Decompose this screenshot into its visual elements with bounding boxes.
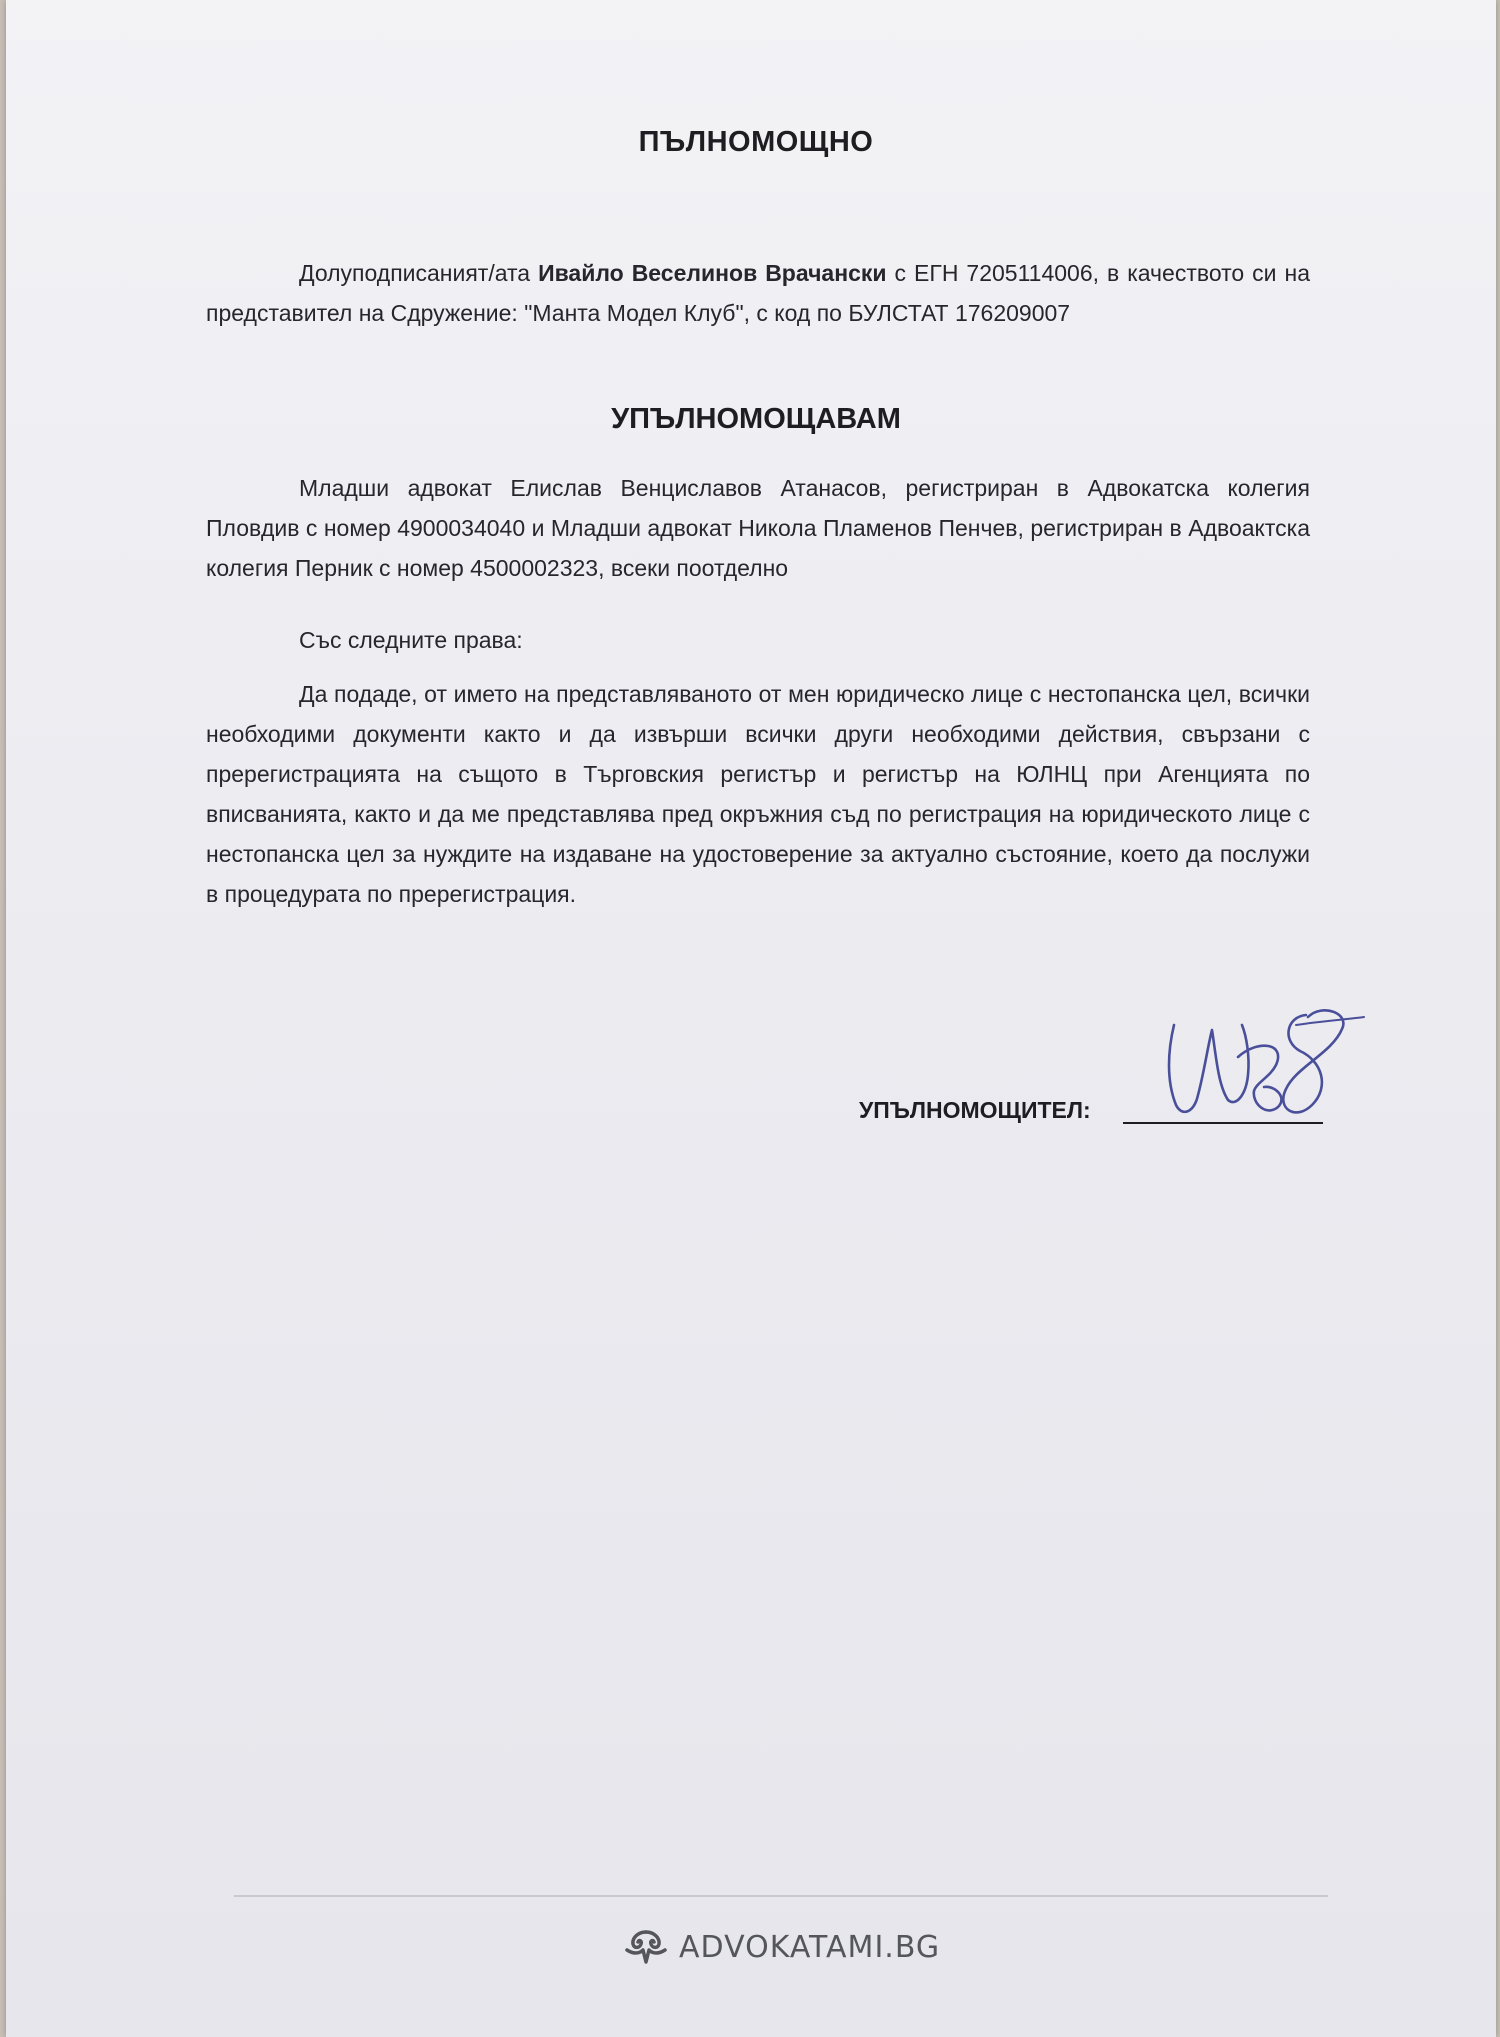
attorneys-paragraph: Младши адвокат Елислав Венциславов Атанасов, регистриран в Адвокатска колегия Пловдив с номер 4900034040 и Младши адвокат Никола Пламенов Пенчев, регистриран в Адвоактска колегия Перник с номер 4500002323, всеки поотделно — [206, 475, 1310, 581]
rights-paragraph: Да подаде, от името на представляваното от мен юридическо лице с нестопанска цел, всички необходими документи както и да извърши всички други необходими действия, свързани с пререгистрацията на същото в Търговския регистър и регистър на ЮЛНЦ при Агенцията по вписванията, както и да ме представлява пред окръжния съд по регистрация на юридическото лице с нестопанска цел за нуждите на издаване на удостоверение за актуално състояние, което да послужи в процедурата по пререгистрация. — [206, 681, 1310, 907]
handwritten-signature — [1146, 995, 1366, 1135]
advokatami-logo-icon — [621, 1924, 671, 1970]
principal-name: Ивайло Веселинов Врачански — [538, 260, 887, 286]
intro-prefix: Долуподписаният/ата — [299, 260, 539, 286]
rights-intro: Със следните права: — [299, 627, 523, 653]
intro-paragraph — [206, 253, 1310, 333]
intro-suffix: с ЕГН 7205114006, в качеството си на представител на Сдружение: "Манта Модел Клуб", с код по БУЛСТАТ 176209007 — [206, 260, 1310, 326]
authorize-heading: УПЪЛНОМОЩАВАМ — [611, 403, 901, 435]
document-page — [6, 0, 1496, 2037]
document-title: ПЪЛНОМОЩНО — [638, 126, 874, 158]
signatory-label: УПЪЛНОМОЩИТЕЛ: — [859, 1097, 1091, 1123]
footer-divider — [234, 1895, 1328, 1897]
footer-brand: ADVOKATAMI.BG — [679, 1929, 941, 1965]
footer-logo — [621, 1922, 940, 1972]
